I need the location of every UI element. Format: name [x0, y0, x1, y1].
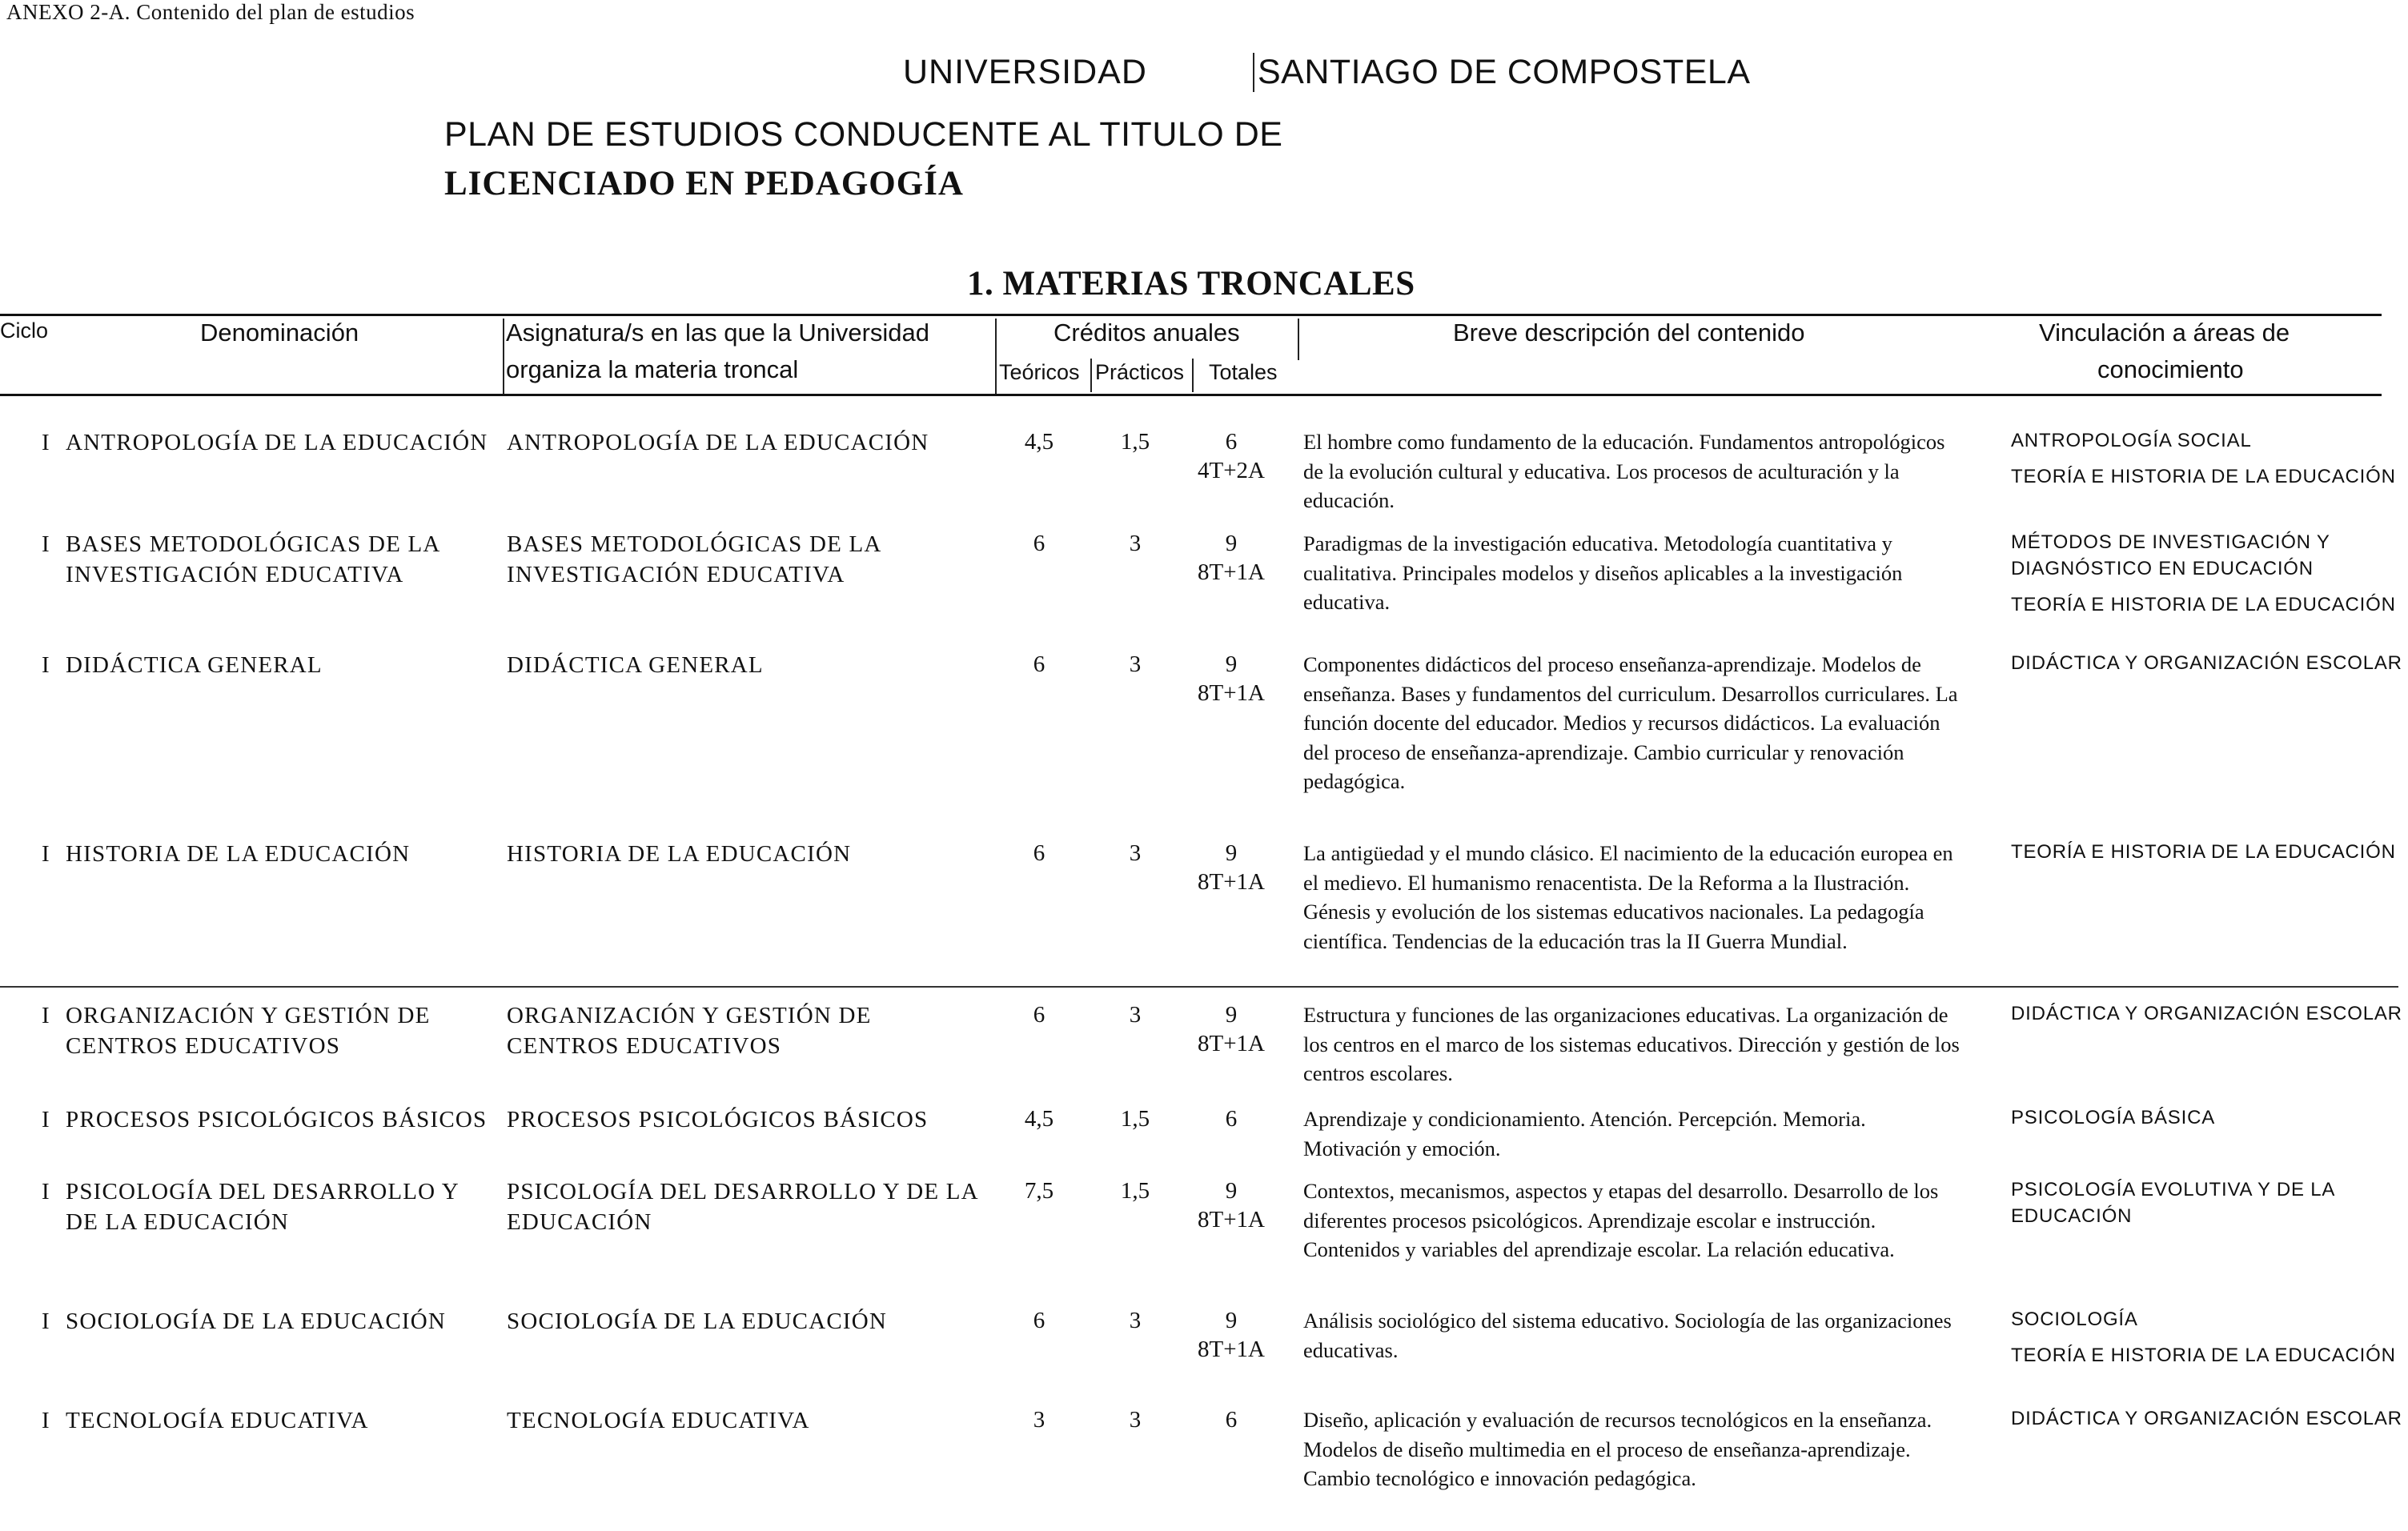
cell-teoricos: 6 — [1033, 531, 1045, 556]
cell-descripcion: Paradigmas de la investigación educativa. Metodología cuantitativa y cualitativa. Principales modelos y diseños aplicables a la investigación educativa. — [1303, 531, 1903, 614]
cell-areas — [2011, 529, 2408, 618]
cell-totales-detalle: 8T+1A — [1197, 680, 1265, 706]
header-divider — [503, 319, 504, 394]
header-creditos: Créditos anuales — [1054, 319, 1240, 347]
cell-areas — [2011, 427, 2408, 490]
cell-areas — [2011, 1405, 2408, 1432]
cell-totales: 9 — [1225, 651, 1238, 677]
cell-ciclo: I — [42, 1107, 50, 1132]
header-totales: Totales — [1209, 360, 1278, 384]
area-item: DIDÁCTICA Y ORGANIZACIÓN ESCOLAR — [2011, 1408, 2402, 1429]
area-item: TEORÍA E HISTORIA DE LA EDUCACIÓN — [2011, 594, 2396, 615]
cell-areas — [2011, 839, 2408, 865]
cell-totales-detalle: 8T+1A — [1197, 1337, 1265, 1362]
area-item: MÉTODOS DE INVESTIGACIÓN Y DIAGNÓSTICO EN EDUCACIÓN — [2011, 531, 2330, 579]
cell-areas — [2011, 650, 2408, 676]
header-teoricos: Teóricos — [999, 360, 1080, 384]
annex-title: ANEXO 2-A. Contenido del plan de estudios — [6, 0, 415, 24]
cell-totales: 9 — [1225, 1178, 1238, 1204]
cell-areas — [2011, 1104, 2408, 1131]
cell-descripcion: Análisis sociológico del sistema educativo. Sociología de las organizaciones educativas. — [1303, 1309, 1952, 1362]
cell-ciclo: I — [42, 841, 50, 867]
cell-descripcion: Aprendizaje y condicionamiento. Atención. Percepción. Memoria. Motivación y emoción. — [1303, 1107, 1866, 1160]
table-row — [0, 529, 2408, 615]
cell-practicos: 1,5 — [1120, 1178, 1150, 1204]
cell-teoricos: 4,5 — [1024, 429, 1054, 455]
cell-totales: 9 — [1225, 1308, 1238, 1333]
header-asignatura-line2: organiza la materia troncal — [506, 355, 799, 383]
cell-asignatura: HISTORIA DE LA EDUCACIÓN — [507, 841, 852, 867]
cell-practicos: 3 — [1129, 531, 1142, 556]
cell-ciclo: I — [42, 1179, 50, 1204]
plan-title-line2: LICENCIADO EN PEDAGOGÍA — [444, 165, 964, 202]
area-item: TEORÍA E HISTORIA DE LA EDUCACIÓN — [2011, 1345, 2396, 1366]
cell-descripcion: Contextos, mecanismos, aspectos y etapas del desarrollo. Desarrollo de los diferentes procesos psicológicos. Aprendizaje escolar e instrucción. Contenidos y variables del aprendizaje escolar. La relación educativa. — [1303, 1179, 1939, 1261]
area-item: ANTROPOLOGÍA SOCIAL — [2011, 430, 2252, 451]
table-top-rule — [0, 314, 2382, 316]
area-item: DIDÁCTICA Y ORGANIZACIÓN ESCOLAR — [2011, 1003, 2402, 1024]
cell-totales-detalle: 8T+1A — [1197, 869, 1265, 895]
cell-practicos: 1,5 — [1120, 429, 1150, 455]
cell-practicos: 1,5 — [1120, 1106, 1150, 1132]
cell-practicos: 3 — [1129, 1308, 1142, 1333]
cell-denominacion: DIDÁCTICA GENERAL — [66, 652, 323, 678]
header-practicos: Prácticos — [1095, 360, 1185, 384]
area-item: DIDÁCTICA Y ORGANIZACIÓN ESCOLAR — [2011, 652, 2402, 674]
table-row — [0, 1104, 2408, 1160]
section-title: 1. MATERIAS TRONCALES — [967, 265, 1415, 303]
cell-ciclo: I — [42, 430, 50, 455]
header-divider — [1298, 319, 1299, 360]
cell-totales-detalle: 4T+2A — [1197, 458, 1265, 483]
header-divider — [995, 319, 997, 394]
cell-ciclo: I — [42, 531, 50, 557]
cell-descripcion: Componentes didácticos del proceso enseñanza-aprendizaje. Modelos de enseñanza. Bases y fundamentos del curriculum. Desarrollos curriculares. La función docente del educador. Medios y recursos didácticos. La evaluación del proceso de enseñanza-aprendizaje. Cambio curricular y renovación pedagógica. — [1303, 652, 1958, 793]
cell-asignatura: ORGANIZACIÓN Y GESTIÓN DE CENTROS EDUCATIVOS — [507, 1003, 872, 1059]
area-item: SOCIOLOGÍA — [2011, 1309, 2138, 1330]
cell-descripcion: La antigüedad y el mundo clásico. El nacimiento de la educación europea en el medievo. El humanismo renacentista. De la Reforma a la Ilustración. Génesis y evolución de los sistemas educativos nacionales. La pedagogía científica. Tendencias de la educación tras la II Guerra Mundial. — [1303, 841, 1953, 953]
cell-denominacion: BASES METODOLÓGICAS DE LA INVESTIGACIÓN EDUCATIVA — [66, 531, 439, 587]
cell-totales: 9 — [1225, 840, 1238, 866]
table-row — [0, 650, 2408, 793]
cell-descripcion: El hombre como fundamento de la educación. Fundamentos antropológicos de la evolución cultural y educativa. Los procesos de aculturación y la educación. — [1303, 430, 1945, 512]
cell-asignatura: ANTROPOLOGÍA DE LA EDUCACIÓN — [507, 430, 929, 455]
header-vinculacion-line1: Vinculación a áreas de — [2039, 319, 2290, 347]
table-row — [0, 1405, 2408, 1490]
header-ciclo: Ciclo — [0, 319, 49, 343]
cell-ciclo: I — [42, 1003, 50, 1028]
cell-areas — [2011, 1306, 2408, 1369]
table-row — [0, 1306, 2408, 1366]
cell-asignatura: PSICOLOGÍA DEL DESARROLLO Y DE LA EDUCACIÓN — [507, 1179, 978, 1235]
cell-asignatura: DIDÁCTICA GENERAL — [507, 652, 764, 678]
area-item: PSICOLOGÍA BÁSICA — [2011, 1107, 2216, 1128]
cell-descripcion: Diseño, aplicación y evaluación de recursos tecnológicos en la enseñanza. Modelos de diseño multimedia en el proceso de enseñanza-aprendizaje. Cambio tecnológico e innovación pedagógica. — [1303, 1408, 1932, 1490]
header-descripcion: Breve descripción del contenido — [1453, 319, 1805, 347]
cell-ciclo: I — [42, 652, 50, 678]
cell-totales: 6 — [1225, 1407, 1238, 1433]
table-mid-rule — [0, 986, 2398, 988]
cell-asignatura: PROCESOS PSICOLÓGICOS BÁSICOS — [507, 1107, 929, 1132]
university-name: SANTIAGO DE COMPOSTELA — [1253, 53, 1751, 92]
header-divider — [1192, 359, 1194, 392]
cell-areas — [2011, 1176, 2408, 1229]
cell-denominacion: PROCESOS PSICOLÓGICOS BÁSICOS — [66, 1107, 488, 1132]
table-row — [0, 1176, 2408, 1261]
cell-totales-detalle: 8T+1A — [1197, 1031, 1265, 1056]
university-label: UNIVERSIDAD — [903, 53, 1147, 91]
cell-teoricos: 7,5 — [1024, 1178, 1054, 1204]
cell-totales: 6 — [1225, 429, 1238, 455]
cell-denominacion: ANTROPOLOGÍA DE LA EDUCACIÓN — [66, 430, 488, 455]
cell-areas — [2011, 1000, 2408, 1027]
area-item: PSICOLOGÍA EVOLUTIVA Y DE LA EDUCACIÓN — [2011, 1179, 2334, 1227]
cell-denominacion: TECNOLOGÍA EDUCATIVA — [66, 1408, 369, 1433]
cell-asignatura: TECNOLOGÍA EDUCATIVA — [507, 1408, 810, 1433]
header-denominacion: Denominación — [200, 319, 359, 347]
cell-denominacion: HISTORIA DE LA EDUCACIÓN — [66, 841, 411, 867]
cell-teoricos: 6 — [1033, 1308, 1045, 1333]
cell-ciclo: I — [42, 1309, 50, 1334]
cell-denominacion: SOCIOLOGÍA DE LA EDUCACIÓN — [66, 1309, 447, 1334]
cell-totales: 9 — [1225, 1002, 1238, 1028]
cell-asignatura: SOCIOLOGÍA DE LA EDUCACIÓN — [507, 1309, 888, 1334]
cell-denominacion: PSICOLOGÍA DEL DESARROLLO Y DE LA EDUCACIÓN — [66, 1179, 459, 1235]
cell-totales-detalle: 8T+1A — [1197, 1207, 1265, 1232]
cell-denominacion: ORGANIZACIÓN Y GESTIÓN DE CENTROS EDUCATIVOS — [66, 1003, 431, 1059]
header-vinculacion-line2: conocimiento — [2097, 355, 2244, 383]
cell-asignatura: BASES METODOLÓGICAS DE LA INVESTIGACIÓN EDUCATIVA — [507, 531, 881, 587]
cell-teoricos: 6 — [1033, 1002, 1045, 1028]
cell-teoricos: 3 — [1033, 1407, 1045, 1433]
area-item: TEORÍA E HISTORIA DE LA EDUCACIÓN — [2011, 466, 2396, 487]
table-header-rule — [0, 394, 2382, 396]
cell-teoricos: 6 — [1033, 651, 1045, 677]
cell-practicos: 3 — [1129, 1002, 1142, 1028]
table-row — [0, 427, 2408, 512]
cell-totales: 6 — [1225, 1106, 1238, 1132]
header-divider — [1090, 359, 1092, 392]
cell-totales: 9 — [1225, 531, 1238, 556]
cell-practicos: 3 — [1129, 840, 1142, 866]
cell-totales-detalle: 8T+1A — [1197, 559, 1265, 585]
cell-practicos: 3 — [1129, 1407, 1142, 1433]
cell-ciclo: I — [42, 1408, 50, 1433]
cell-descripcion: Estructura y funciones de las organizaciones educativas. La organización de los centros en el marco de los sistemas educativos. Dirección y gestión de los centros escolares. — [1303, 1003, 1960, 1085]
table-row — [0, 839, 2408, 953]
header-asignatura-line1: Asignatura/s en las que la Universidad — [506, 319, 930, 347]
area-item: TEORÍA E HISTORIA DE LA EDUCACIÓN — [2011, 841, 2396, 863]
table-row — [0, 1000, 2408, 1085]
cell-teoricos: 6 — [1033, 840, 1045, 866]
cell-practicos: 3 — [1129, 651, 1142, 677]
cell-teoricos: 4,5 — [1024, 1106, 1054, 1132]
plan-title-line1: PLAN DE ESTUDIOS CONDUCENTE AL TITULO DE — [444, 115, 1283, 154]
